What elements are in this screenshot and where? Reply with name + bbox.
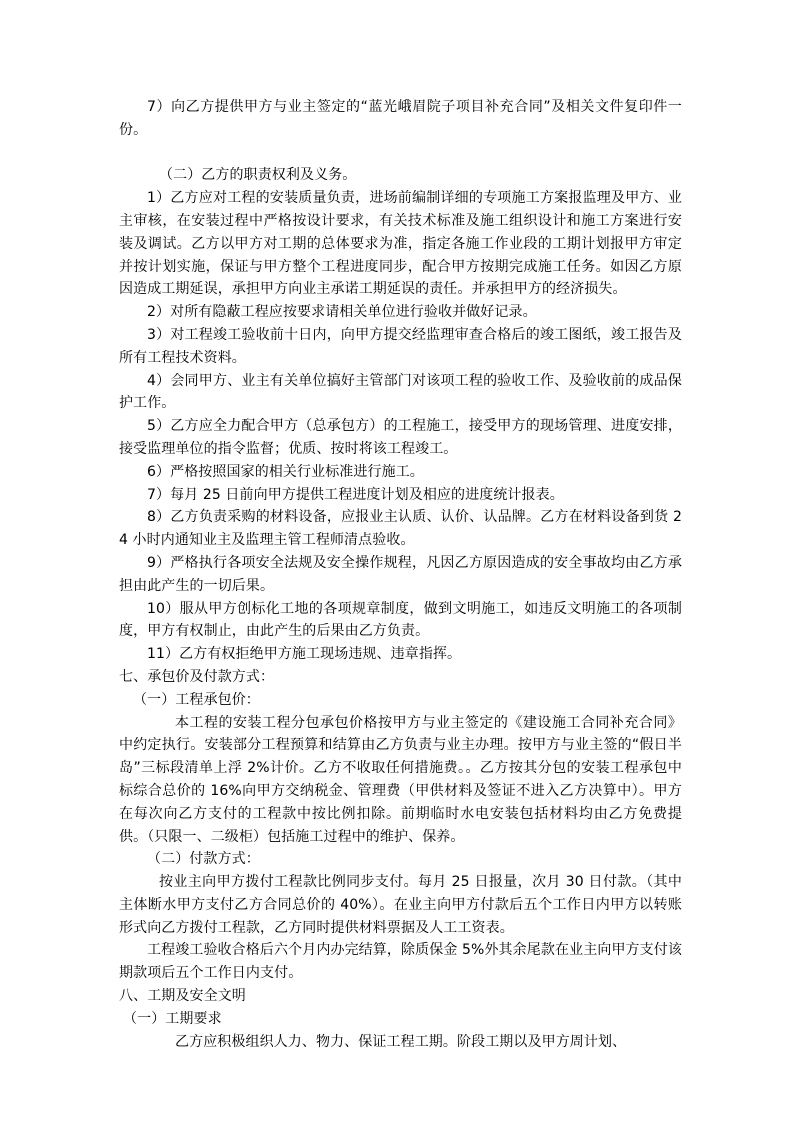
- paragraph-duty-5: 5）乙方应全力配合甲方（总承包方）的工程施工，接受甲方的现场管理、进度安排，接受监理单位的指令监督；优质、按时将该工程竣工。: [119, 418, 682, 457]
- paragraph-duty-3: 3）对工程竣工验收前十日内，向甲方提交经监理审查合格后的竣工图纸，竣工报告及所有工程技术资料。: [119, 326, 682, 366]
- paragraph-duty-2: 2）对所有隐蔽工程应按要求请相关单位进行验收并做好记录。: [147, 304, 537, 321]
- blank-line: [119, 142, 682, 165]
- paragraph-duty-11: 11）乙方有权拒绝甲方施工现场违规、违章指挥。: [147, 646, 462, 663]
- paragraph-duty-10: 10）服从甲方创标化工地的各项规章制度，做到文明施工，如违反文明施工的各项制度，甲方有权制止，由此产生的后果由乙方负责。: [119, 600, 682, 640]
- document-body: [119, 96, 682, 1053]
- paragraph-duty-9: 9）严格执行各项安全法规及安全操作规程，凡因乙方原因造成的安全事故均由乙方承担由此产生的一切后果。: [119, 554, 682, 594]
- paragraph-duty-8: 8）乙方负责采购的材料设备，应报业主认质、认价、认品牌。乙方在材料设备到货 24 小时内通知业主及监理主管工程师清点验收。: [119, 509, 682, 549]
- paragraph-item-7: 7）向乙方提供甲方与业主签定的“蓝光峨眉院子项目补充合同”及相关文件复印件一份。: [119, 99, 682, 138]
- paragraph-duty-7: 7）每月 25 日前向甲方提供工程进度计划及相应的进度统计报表。: [147, 486, 564, 503]
- paragraph-duty-1: 1）乙方应对工程的安装质量负责，进场前编制详细的专项施工方案报监理及甲方、业主审核，在安装过程中严格按设计要求，有关技术标准及施工组织设计和施工方案进行安装及调试。乙方以甲方对工期的总体要求为准，指定各施工作业段的工期计划报甲方审定并按计划实施，保证与甲方整个工程进度同步，配合甲方按期完成施工任务。如因乙方原因造成工期延误，承担甲方向业主承诺工期延误的责任。并承担甲方的经济损失。: [119, 190, 682, 298]
- subsection-heading-project-price: （一）工程承包价：: [133, 691, 260, 708]
- paragraph-payment-method: 按业主向甲方拨付工程款比例同步支付。每月 25 日报量，次月 30 日付款。（其中主体断水甲方支付乙方合同总价的 40%）。在业主向甲方付款后五个工作日内甲方以转账形式向乙方拨付工程款，乙方同时提供材料票据及人工工资表。: [119, 874, 682, 936]
- section-heading-party-b-duties: （二）乙方的职责权利及义务。: [159, 167, 357, 184]
- paragraph-duty-6: 6）严格按照国家的相关行业标准进行施工。: [147, 463, 424, 480]
- subsection-heading-payment-method: （二）付款方式：: [147, 851, 260, 868]
- section-heading-contract-price: 七、承包价及付款方式：: [119, 668, 275, 685]
- paragraph-final-settlement: 工程竣工验收合格后六个月内办完结算，除质保金 5%外其余尾款在业主向甲方支付该期款项后五个工作日内支付。: [119, 942, 682, 982]
- paragraph-project-price: 本工程的安装工程分包承包价格按甲方与业主签定的《建设施工合同补充合同》中约定执行。安装部分工程预算和结算由乙方负责与业主办理。按甲方与业主签的“假日半岛”三标段清单上浮 2%计价。乙方不收取任何措施费。。乙方按其分包的安装工程承包中标综合总价的 16%向甲方交纳税金、管理费（甲供材料及签证不进入乙方决算中）。甲方在每次向乙方支付的工程款中按比例扣除。前期临时水电安装包括材料均由乙方免费提供。（只限一、二级柜）包括施工过程中的维护、保养。: [119, 714, 682, 845]
- section-heading-schedule-safety: 八、工期及安全文明: [119, 988, 246, 1005]
- subsection-heading-schedule-requirements: （一）工期要求: [123, 1010, 222, 1027]
- paragraph-schedule-requirements: 乙方应积极组织人力、物力、保证工程工期。阶段工期以及甲方周计划、: [175, 1033, 627, 1050]
- paragraph-duty-4: 4）会同甲方、业主有关单位搞好主管部门对该项工程的验收工作、及验收前的成品保护工作。: [119, 372, 682, 412]
